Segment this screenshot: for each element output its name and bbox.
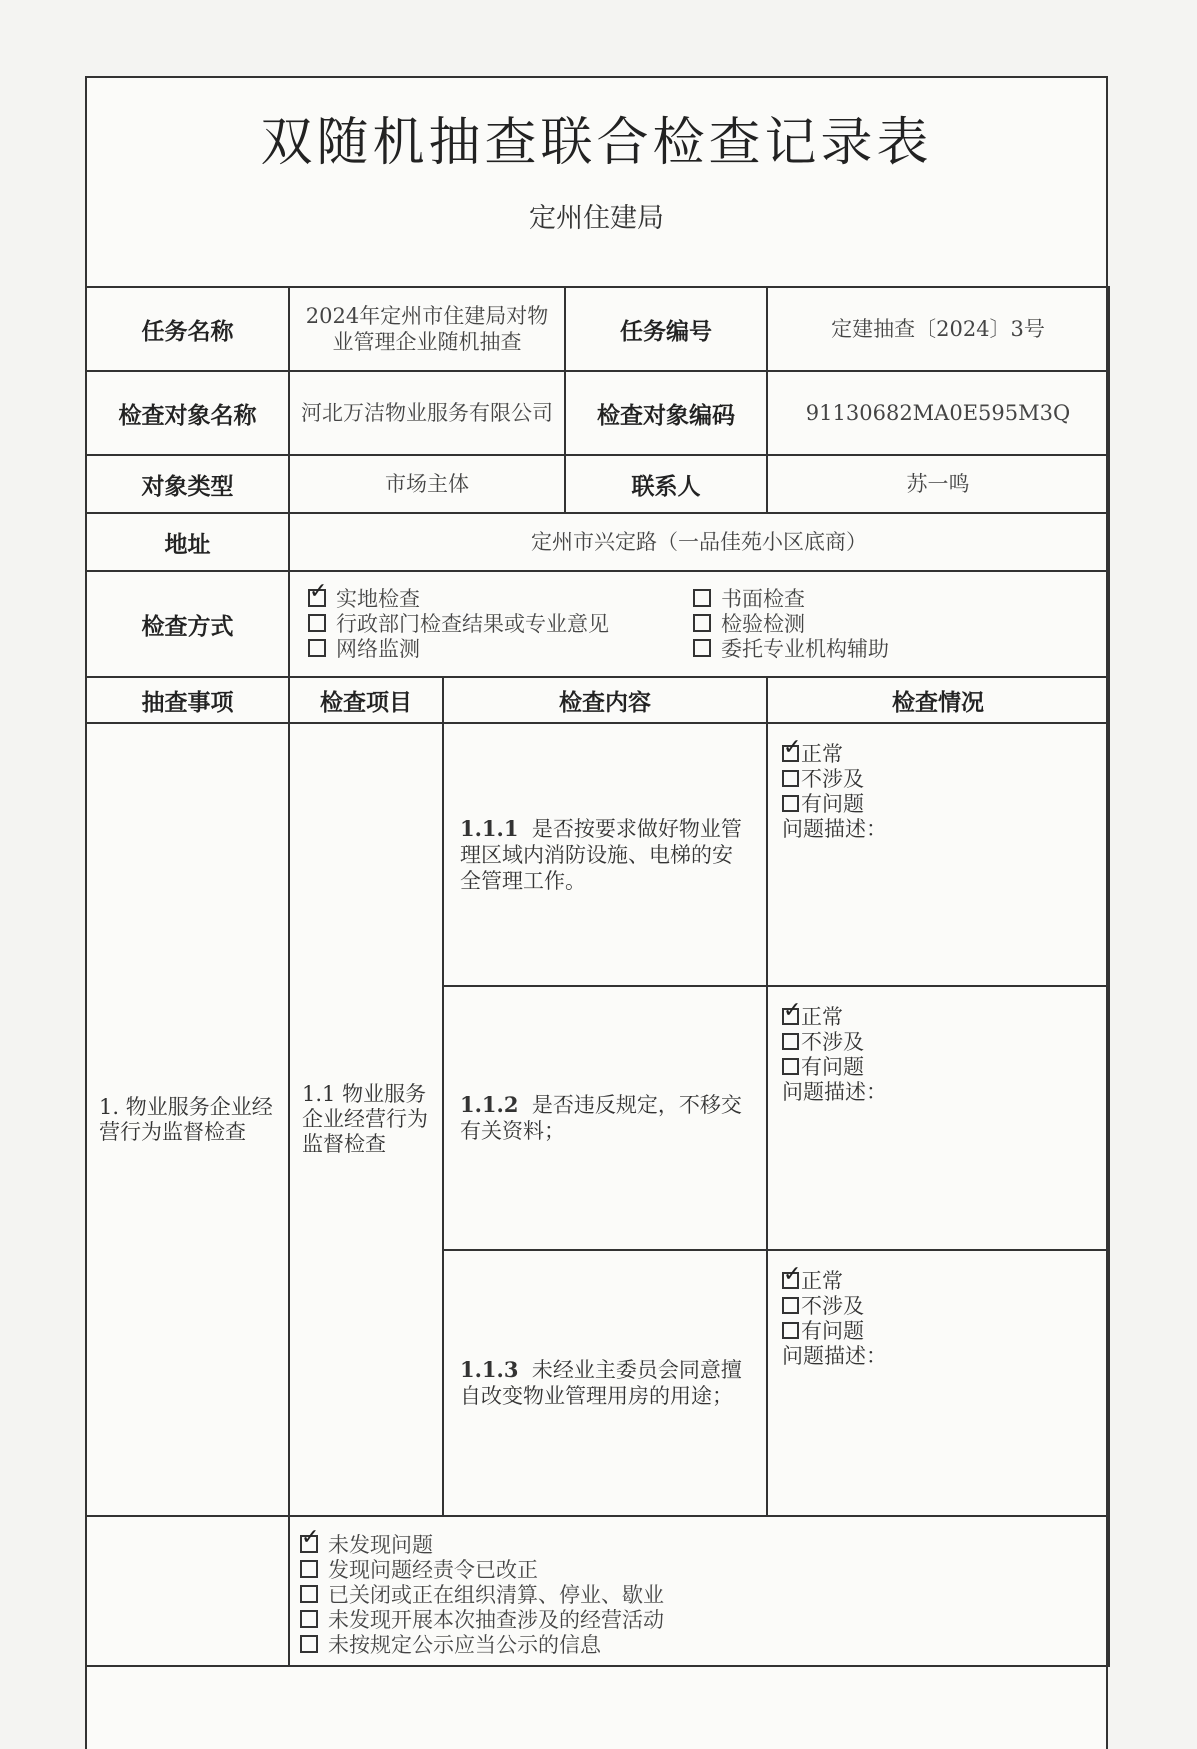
status-na[interactable]: 不涉及: [782, 767, 1094, 792]
checkbox-checked-icon: [300, 1535, 318, 1553]
item-cell: 1. 物业服务企业经营行为监督检查: [86, 723, 289, 1516]
method-option[interactable]: ✓实地检查: [308, 587, 693, 612]
item-header: 抽查事项: [86, 677, 289, 723]
contact-label: 联系人: [565, 455, 767, 513]
checkbox-icon: [782, 1058, 799, 1075]
result-blank-cell: [86, 1516, 289, 1666]
checkbox-icon: [782, 1322, 799, 1339]
task-no-label: 任务编号: [565, 287, 767, 371]
check-status: [767, 723, 1109, 986]
checkbox-checked-icon: [782, 745, 799, 762]
checkbox-checked-icon: [782, 1272, 799, 1289]
project-cell: 1.1 物业服务企业经营行为监督检查: [289, 723, 443, 1516]
result-option[interactable]: 未发现开展本次抽查涉及的经营活动: [300, 1608, 1098, 1633]
checkbox-icon: [693, 589, 711, 607]
result-option[interactable]: ✓未发现问题: [300, 1533, 1098, 1558]
status-normal[interactable]: ✓正常: [782, 1005, 1094, 1030]
form-title: 双随机抽查联合检查记录表: [260, 113, 933, 173]
target-type-value: 市场主体: [289, 455, 565, 513]
status-normal[interactable]: ✓正常: [782, 742, 1094, 767]
status-problem[interactable]: 有问题: [782, 792, 1094, 817]
checkbox-icon: [300, 1635, 318, 1653]
task-no-value: 定建抽查〔2024〕3号: [767, 287, 1109, 371]
status-normal[interactable]: ✓正常: [782, 1269, 1094, 1294]
checkbox-icon: [300, 1585, 318, 1603]
checkbox-icon: [782, 795, 799, 812]
checkbox-icon: [693, 614, 711, 632]
method-option[interactable]: 行政部门检查结果或专业意见: [308, 612, 693, 637]
check-content: 1.1.1 是否按要求做好物业管理区域内消防设施、电梯的安全管理工作。: [443, 723, 767, 986]
status-na[interactable]: 不涉及: [782, 1294, 1094, 1319]
checkbox-icon: [782, 770, 799, 787]
result-option[interactable]: 未按规定公示应当公示的信息: [300, 1633, 1098, 1658]
target-code-label: 检查对象编码: [565, 371, 767, 455]
result-options: [289, 1516, 1109, 1666]
checkbox-icon: [300, 1560, 318, 1578]
target-name-value: 河北万洁物业服务有限公司: [289, 371, 565, 455]
problem-desc-label: 问题描述：: [782, 1344, 888, 1368]
status-header: 检查情况: [767, 677, 1109, 723]
result-option[interactable]: 发现问题经责令已改正: [300, 1558, 1098, 1583]
status-problem[interactable]: 有问题: [782, 1319, 1094, 1344]
address-label: 地址: [86, 513, 289, 571]
contact-value: 苏一鸣: [767, 455, 1109, 513]
content-header: 检查内容: [443, 677, 767, 723]
target-name-label: 检查对象名称: [86, 371, 289, 455]
problem-desc-label: 问题描述：: [782, 1080, 888, 1104]
method-options: [289, 571, 1109, 677]
target-type-label: 对象类型: [86, 455, 289, 513]
status-na[interactable]: 不涉及: [782, 1030, 1094, 1055]
task-name-label: 任务名称: [86, 287, 289, 371]
check-status: [767, 986, 1109, 1250]
checkbox-checked-icon: [308, 589, 326, 607]
inspection-table: [85, 286, 1110, 1667]
method-label: 检查方式: [86, 571, 289, 677]
task-name-value: 2024年定州市住建局对物业管理企业随机抽查: [289, 287, 565, 371]
agency-name: 定州住建局: [529, 203, 664, 234]
method-option[interactable]: 委托专业机构辅助: [693, 637, 1090, 662]
checkbox-checked-icon: [782, 1008, 799, 1025]
status-problem[interactable]: 有问题: [782, 1055, 1094, 1080]
method-option[interactable]: 网络监测: [308, 637, 693, 662]
problem-desc-label: 问题描述：: [782, 817, 888, 841]
project-header: 检查项目: [289, 677, 443, 723]
method-option[interactable]: 检验检测: [693, 612, 1090, 637]
checkbox-icon: [300, 1610, 318, 1628]
checkbox-icon: [782, 1033, 799, 1050]
checkbox-icon: [782, 1297, 799, 1314]
checkbox-icon: [693, 639, 711, 657]
check-status: [767, 1250, 1109, 1516]
check-content: 1.1.2 是否违反规定，不移交有关资料；: [443, 986, 767, 1250]
result-option[interactable]: 已关闭或正在组织清算、停业、歇业: [300, 1583, 1098, 1608]
record-sheet: [85, 76, 1108, 1749]
checkbox-icon: [308, 614, 326, 632]
method-option[interactable]: 书面检查: [693, 587, 1090, 612]
address-value: 定州市兴定路（一品佳苑小区底商）: [289, 513, 1109, 571]
check-content: 1.1.3 未经业主委员会同意擅自改变物业管理用房的用途；: [443, 1250, 767, 1516]
checkbox-icon: [308, 639, 326, 657]
target-code-value: 91130682MA0E595M3Q: [767, 371, 1109, 455]
